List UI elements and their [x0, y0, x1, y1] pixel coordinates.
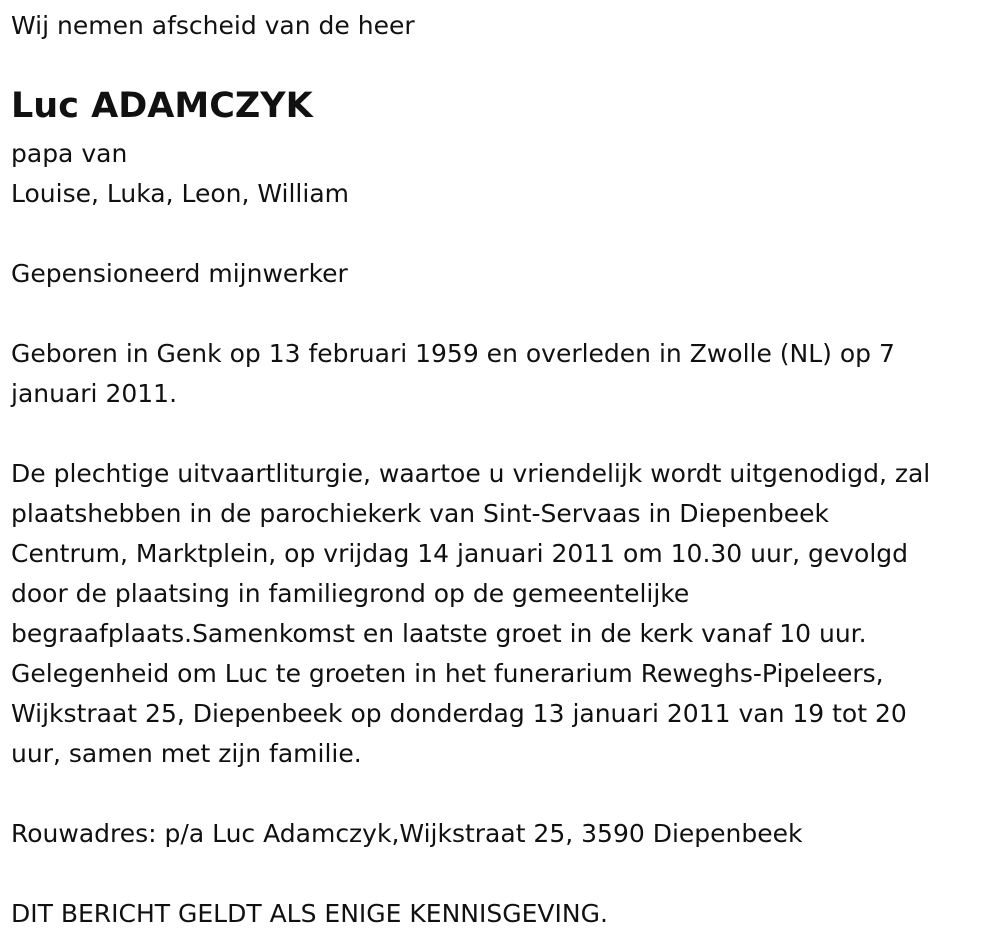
funeral-section	[11, 454, 930, 774]
birth-death-line: januari 2011.	[11, 379, 178, 408]
occupation-text: Gepensioneerd mijnwerker	[11, 259, 348, 288]
intro-text: Wij nemen afscheid van de heer	[11, 11, 415, 40]
closing-statement: DIT BERICHT GELDT ALS ENIGE KENNISGEVING.	[11, 899, 608, 928]
mourning-address: Rouwadres: p/a Luc Adamczyk,Wijkstraat 25, 3590 Diepenbeek	[11, 819, 803, 848]
occupation-section	[11, 254, 348, 294]
funeral-line: door de plaatsing in familiegrond op de gemeentelijke	[11, 579, 690, 608]
funeral-line: Centrum, Marktplein, op vrijdag 14 januari 2011 om 10.30 uur, gevolgd	[11, 539, 909, 568]
deceased-name: Luc ADAMCZYK	[11, 86, 313, 126]
children-names: Louise, Luka, Leon, William	[11, 179, 349, 208]
mourning-address-section	[11, 814, 803, 854]
relation-text: papa van	[11, 139, 128, 168]
funeral-line: uur, samen met zijn familie.	[11, 739, 362, 768]
funeral-line: begraafplaats.Samenkomst en laatste groet in de kerk vanaf 10 uur.	[11, 619, 867, 648]
closing-section	[11, 894, 608, 934]
funeral-line: Wijkstraat 25, Diepenbeek op donderdag 13 januari 2011 van 19 tot 20	[11, 699, 907, 728]
birth-death-section	[11, 334, 895, 414]
birth-death-line: Geboren in Genk op 13 februari 1959 en overleden in Zwolle (NL) op 7	[11, 339, 895, 368]
family-section	[11, 134, 349, 214]
funeral-line: plaatshebben in de parochiekerk van Sint-Servaas in Diepenbeek	[11, 499, 829, 528]
funeral-line: Gelegenheid om Luc te groeten in het funerarium Reweghs-Pipeleers,	[11, 659, 884, 688]
funeral-line: De plechtige uitvaartliturgie, waartoe u vriendelijk wordt uitgenodigd, zal	[11, 459, 931, 488]
